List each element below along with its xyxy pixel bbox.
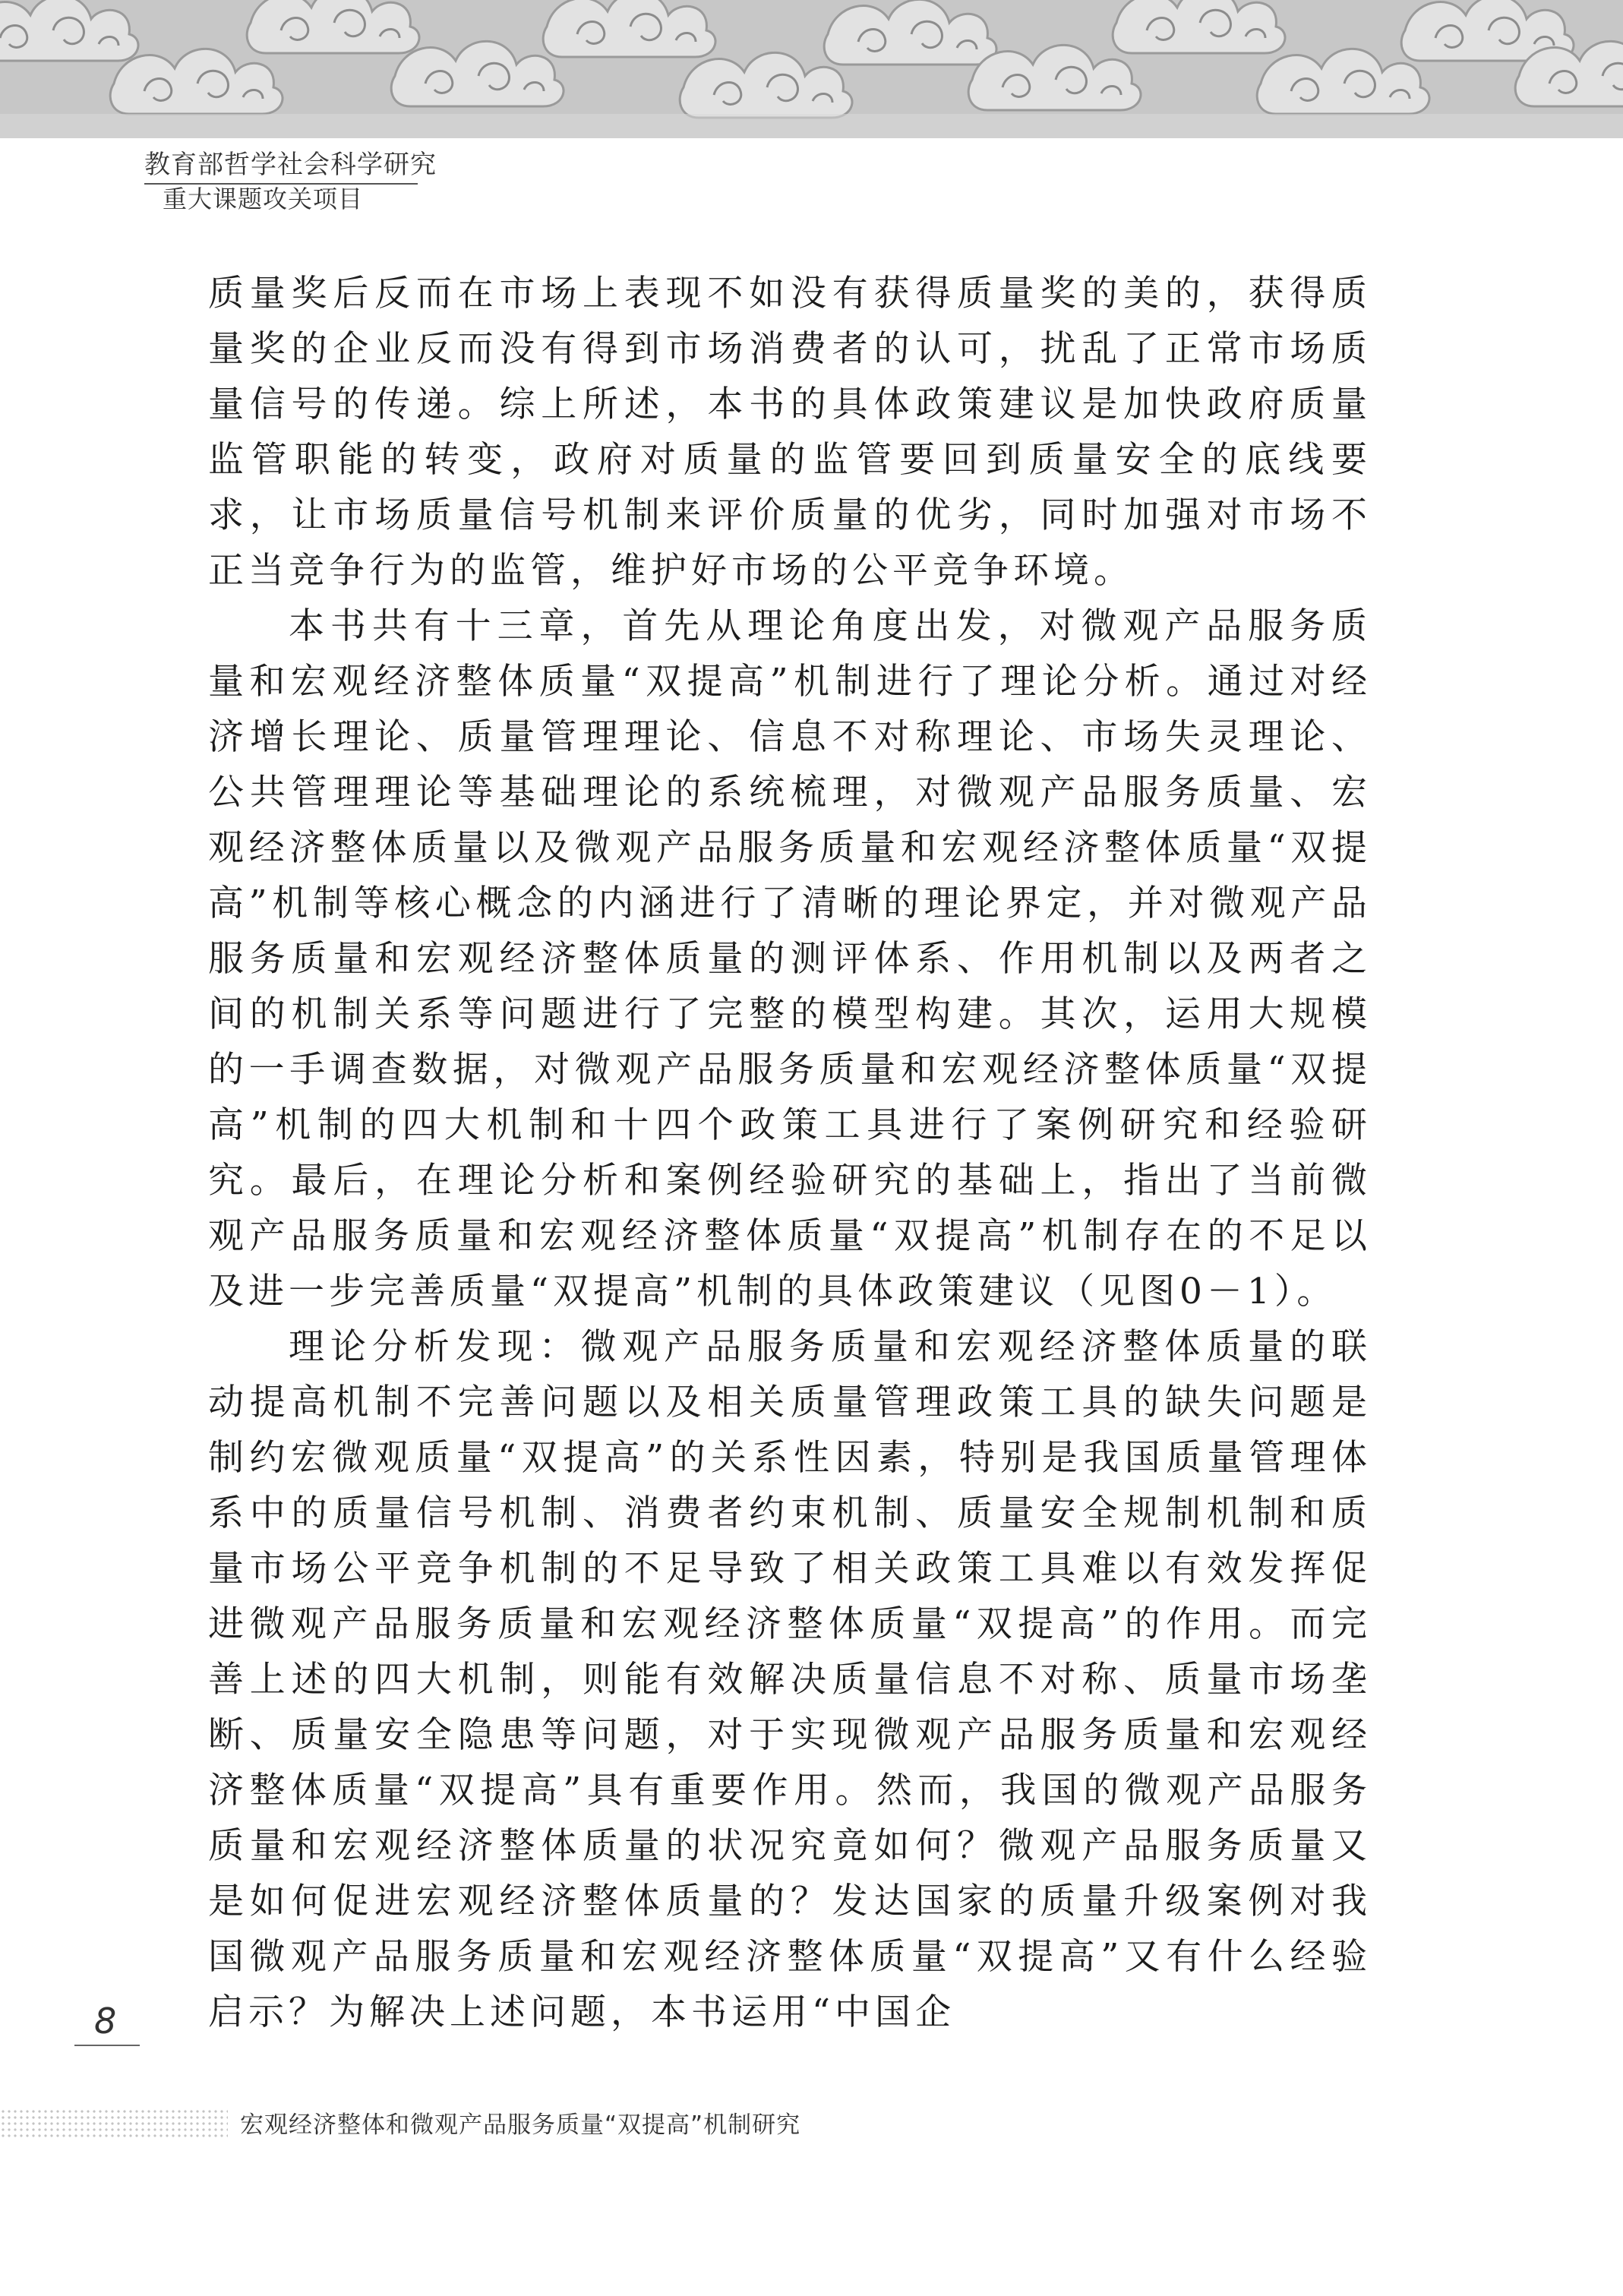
page-number-underline: [74, 2045, 140, 2046]
paragraph-3: 理论分析发现：微观产品服务质量和宏观经济整体质量的联动提高机制不完善问题以及相关质量管理政策工具的缺失问题是制约宏微观质量“双提高”的关系性因素，特别是我国质量管理体系中的质量信号机制、消费者约束机制、质量安全规制机制和质量市场公平竞争机制的不足导致了相关政策工具难以有效发挥促进微观产品服务质量和宏观经济整体质量“双提高”的作用。而完善上述的四大机制，则能有效解决质量信息不对称、质量市场垄断、质量安全隐患等问题，对于实现微观产品服务质量和宏观经济整体质量“双提高”具有重要作用。然而，我国的微观产品服务质量和宏观经济整体质量的状况究竟如何？微观产品服务质量又是如何促进宏观经济整体质量的？发达国家的质量升级案例对我国微观产品服务质量和宏观经济整体质量“双提高”又有什么经验启示？为解决上述问题，本书运用“中国企: [208, 1326, 1372, 2033]
paragraph-1: 质量奖后反而在市场上表现不如没有获得质量奖的美的，获得质量奖的企业反而没有得到市场消费者的认可，扰乱了正常市场质量信号的传递。综上所述，本书的具体政策建议是加快政府质量监管职能的转变，政府对质量的监管要回到质量安全的底线要求，让市场质量信号机制来评价质量的优劣，同时加强对市场不正当竞争行为的监管，维护好市场的公平竞争环境。: [208, 273, 1372, 592]
series-title-line2: 重大课题攻关项目: [163, 185, 364, 213]
cloud-pattern-banner: [0, 0, 1623, 138]
page-number: 8: [94, 2001, 117, 2042]
footer-dot-pattern: [0, 2108, 228, 2139]
main-body-text: [208, 266, 1372, 2040]
paragraph-2: 本书共有十三章，首先从理论角度出发，对微观产品服务质量和宏观经济整体质量“双提高”机制进行了理论分析。通过对经济增长理论、质量管理理论、信息不对称理论、市场失灵理论、公共管理理论等基础理论的系统梳理，对微观产品服务质量、宏观经济整体质量以及微观产品服务质量和宏观经济整体质量“双提高”机制等核心概念的内涵进行了清晰的理论界定，并对微观产品服务质量和宏观经济整体质量的测评体系、作用机制以及两者之间的机制关系等问题进行了完整的模型构建。其次，运用大规模的一手调查数据，对微观产品服务质量和宏观经济整体质量“双提高”机制的四大机制和十四个政策工具进行了案例研究和经验研究。最后，在理论分析和案例经验研究的基础上，指出了当前微观产品服务质量和宏观经济整体质量“双提高”机制存在的不足以及进一步完善质量“双提高”机制的具体政策建议（见图0－1）。: [208, 605, 1372, 1312]
series-header: [144, 149, 437, 214]
cloud-pattern-icon: [0, 0, 1623, 138]
series-title-line1: 教育部哲学社会科学研究: [144, 150, 437, 180]
series-header-divider: [144, 183, 418, 185]
footer-book-title: 宏观经济整体和微观产品服务质量“双提高”机制研究: [240, 2111, 801, 2139]
